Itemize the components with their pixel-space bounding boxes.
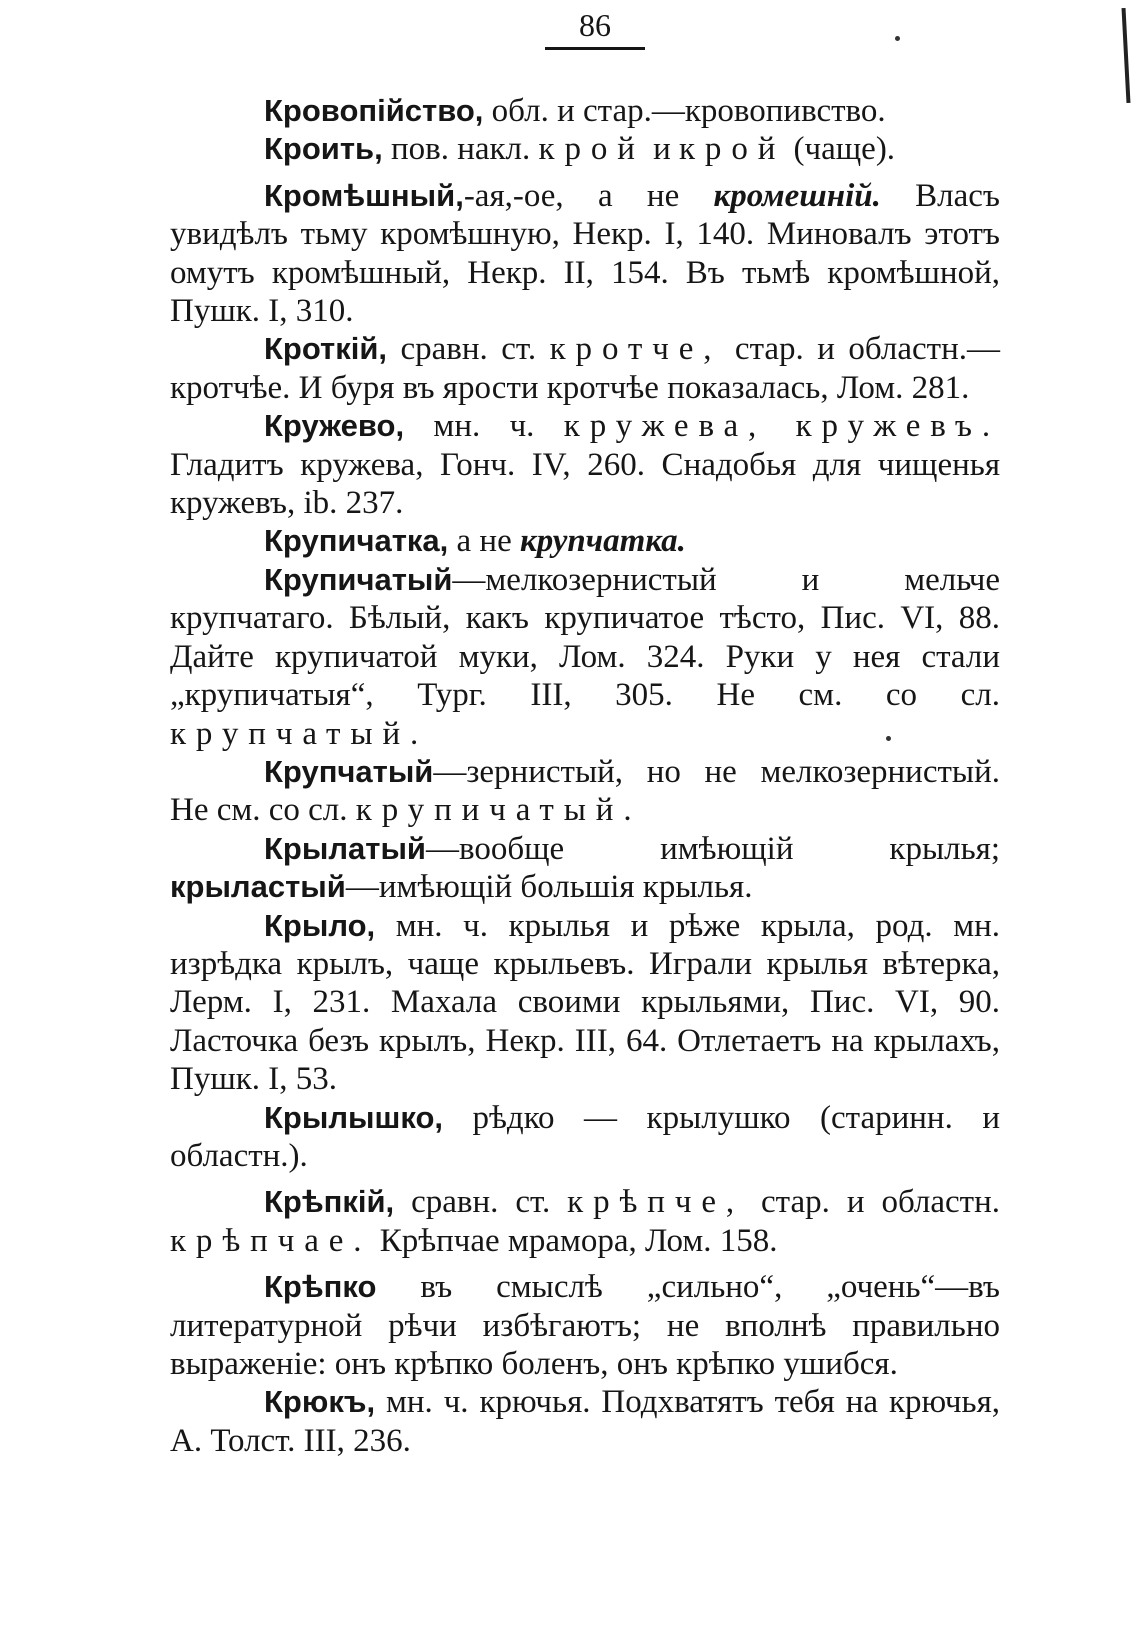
headword: Кровопійство, — [264, 93, 484, 128]
entry-text: а не — [448, 523, 520, 560]
entry-krupichatka — [170, 522, 1000, 560]
entry-text: въ смыслѣ „сильно“, „очень“—въ литературной рѣчи избѣгаютъ; не вполнѣ правильно выраженіе: онъ крѣпко боленъ, онъ крѣпко ушибся. — [170, 1269, 1000, 1382]
italic-form: крупчатка. — [519, 523, 686, 560]
page-edge-mark — [1122, 8, 1131, 103]
spaced-form: крупчатый. — [170, 715, 429, 752]
entry-krylyshko — [170, 1099, 1000, 1176]
entry-text: мн. ч. крылья и рѣже крыла, род. мн. изрѣдка крылъ, чаще крыльевъ. Играли крылья вѣтерка, Лерм. I, 231. Махала своими крыльями, Пис. VI, 90. Ласточка безъ крылъ, Некр. III, 64. Отлетаетъ на крылахъ, Пушк. I, 53. — [170, 907, 1000, 1098]
headword: Крылатый — [264, 830, 426, 866]
entry-text: Власъ увидѣлъ тьму кромѣшную, Некр. I, 140. Миновалъ этотъ омутъ кромѣшный, Некр. II, 154. Въ тьмѣ кромѣшной, Пушк. I, 310. — [170, 177, 1001, 330]
headword: Кромѣшный, — [264, 177, 464, 213]
entry-text: сравн. ст. — [387, 331, 550, 368]
entry-text: обл. и стар.—кровопивство. — [483, 93, 886, 129]
entry-text: сравн. ст. — [394, 1184, 568, 1221]
spaced-form: крой — [538, 131, 645, 168]
page-number-rule — [545, 47, 645, 50]
entry-kromeshny — [170, 177, 1000, 331]
entry-krovopiistvo — [170, 92, 1000, 130]
spaced-form: кружева, — [563, 408, 767, 445]
entry-kryuk — [170, 1383, 1000, 1460]
headword: Крылышко, — [264, 1099, 443, 1135]
page-number: 86 — [579, 7, 611, 43]
spaced-form: кротче, — [549, 331, 722, 368]
entry-krupchaty — [170, 753, 1000, 830]
spaced-form: крой — [678, 131, 786, 168]
headword: Крупичатка, — [264, 523, 449, 559]
headword: Крѣпко — [264, 1269, 377, 1305]
entry-text: рѣдко — крылушко (старинн. и областн.). — [170, 1099, 1000, 1174]
headword: Крѣпкій, — [264, 1184, 395, 1220]
entry-krepky — [170, 1183, 1000, 1260]
spaced-form: крупичатый. — [355, 792, 642, 829]
entry-krotky — [170, 330, 1000, 407]
dictionary-text — [170, 92, 1000, 1460]
entry-text: —вообще имѣющій крылья; — [425, 830, 1000, 867]
entry-text: стар. и областн. — [744, 1184, 1001, 1221]
print-speck — [895, 36, 900, 41]
entry-kroit — [170, 130, 1000, 168]
entry-text: (чаще). — [785, 131, 896, 168]
entry-text: пов. накл. — [382, 131, 539, 168]
entry-text: Гладитъ кружева, Гонч. IV, 260. Снадобья для чищенья кружевъ, ib. 237. — [170, 446, 1000, 522]
headword: Крупчатый — [264, 753, 434, 789]
entry-text: и — [644, 131, 679, 168]
headword: крыластый — [170, 869, 346, 905]
entry-kruzhevo — [170, 407, 1000, 522]
entry-krepko — [170, 1268, 1000, 1383]
entry-text: —зернистый, но не мелкозернистый. Не см. со сл. — [170, 753, 1000, 829]
headword: Крыло, — [264, 907, 376, 943]
spaced-form: крѣпчае. — [170, 1222, 372, 1259]
italic-form: кромешній. — [713, 177, 881, 214]
entry-text: мн. ч. — [404, 408, 564, 445]
headword: Крупичатый — [264, 561, 453, 597]
headword: Крюкъ, — [264, 1384, 376, 1420]
entry-text: —мелкозернистый и мельче крупчатаго. Бѣлый, какъ крупичатое тѣсто, Пис. VI, 88. Дайте крупичатой муки, Лом. 324. Руки у нея стали „крупичатыя“, Тург. III, 305. Не см. со сл. — [170, 561, 1000, 714]
spaced-form: крѣпче, — [567, 1184, 745, 1221]
entry-text: стар. и областн.—кротчѣе. И буря въ ярости кротчѣе показалась, Лом. 281. — [170, 331, 1000, 406]
entry-krylaty — [170, 830, 1000, 907]
entry-krylo — [170, 907, 1000, 1099]
spaced-form: кружевъ. — [795, 408, 1001, 445]
headword: Кроить, — [264, 131, 383, 167]
headword: Кружево, — [264, 408, 405, 444]
headword: Кроткій, — [264, 331, 388, 367]
entry-text: -ая,-ое, а не — [463, 177, 714, 214]
entry-text: мн. ч. крючья. Подхватятъ тебя на крючья, А. Толст. III, 236. — [170, 1384, 1000, 1459]
entry-krupichaty — [170, 561, 1000, 753]
entry-text: Крѣпчае мрамора, Лом. 158. — [371, 1222, 778, 1259]
entry-text — [766, 408, 795, 444]
entry-text: —имѣющій большія крылья. — [345, 869, 753, 906]
